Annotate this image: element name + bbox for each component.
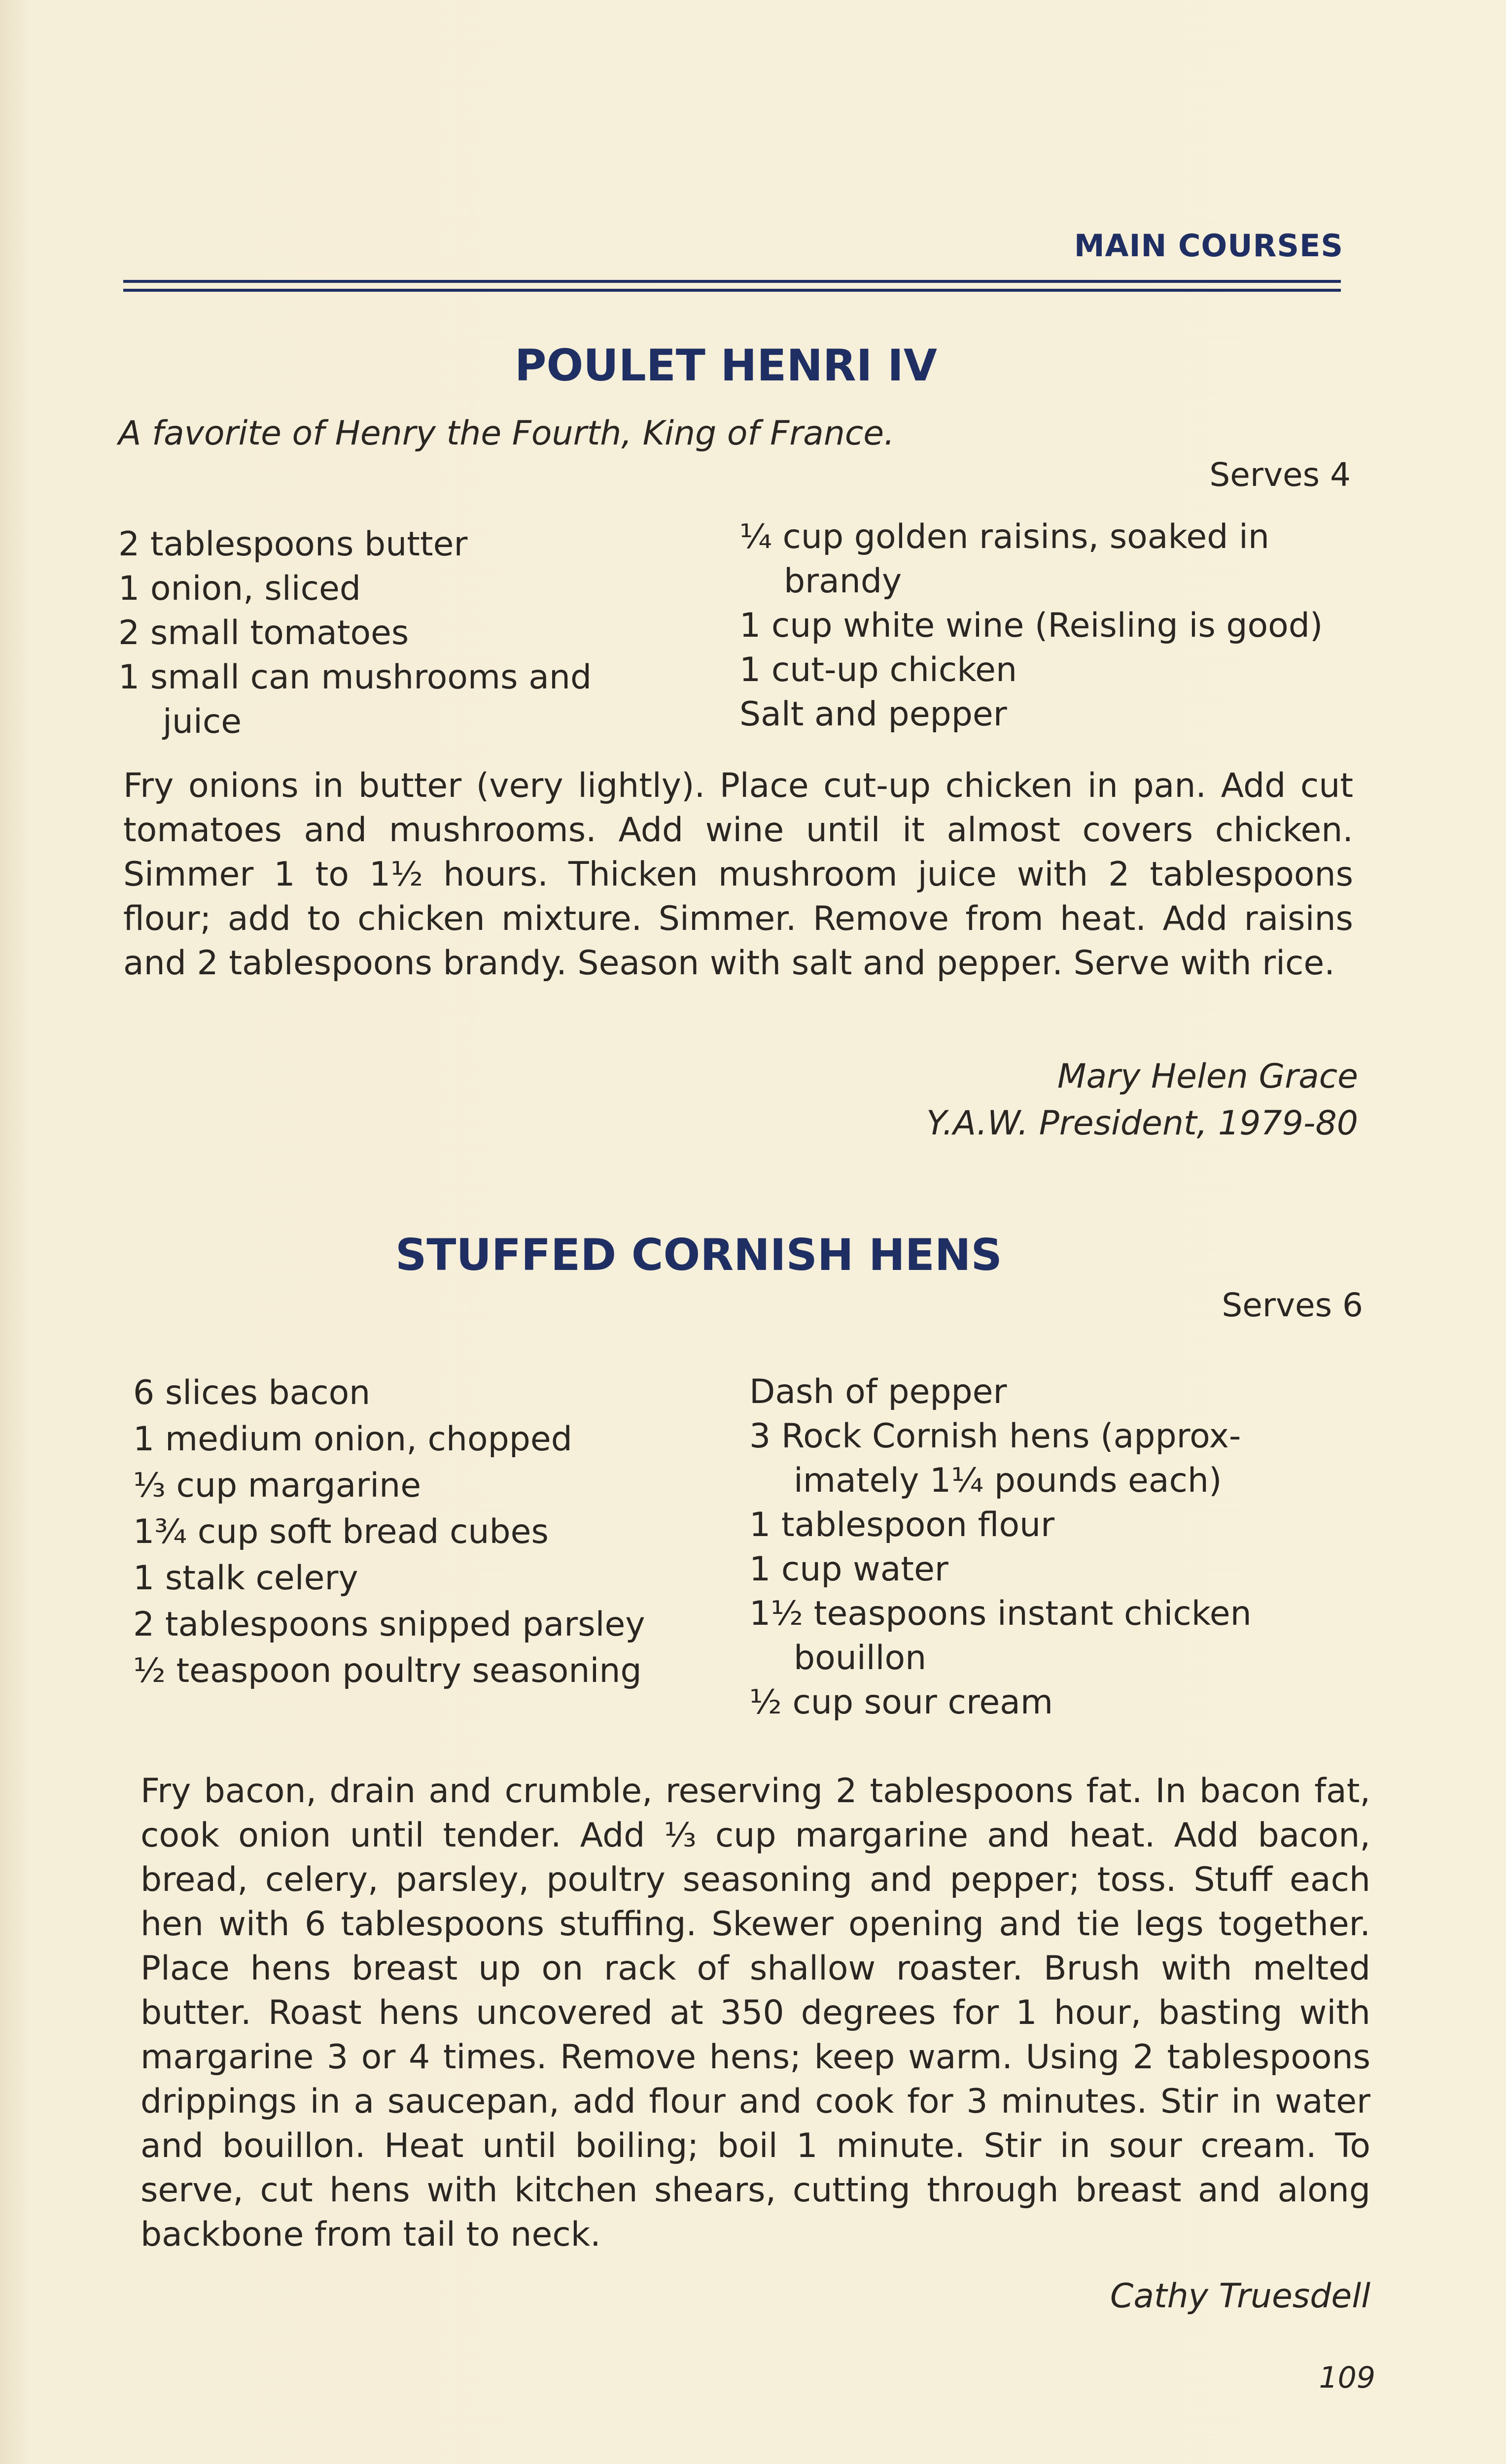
ingredients-left-column — [133, 1370, 645, 1694]
ingredient-line: 1 cup white wine (Reisling is good) — [739, 606, 1323, 645]
recipe-title-cornish-hens: STUFFED CORNISH HENS — [395, 1230, 1002, 1280]
section-header: MAIN COURSES — [1074, 228, 1343, 264]
ingredient-line: bouillon — [794, 1639, 927, 1677]
recipe-author: Cathy Truesdell — [1110, 2277, 1370, 2316]
ingredient-line: ½ teaspoon poultry seasoning — [133, 1651, 642, 1690]
recipe-directions: Fry onions in butter (very lightly). Place cut-up chicken in pan. Add cut tomatoes and mushrooms. Add wine until it almost covers chicken. Simmer 1 to 1½ hours. Thicken mushroom juice with 2 tablespoons flour; add to chicken mixture. Simmer. Remove from heat. Add raisins and 2 tablespoons brandy. Season with salt and pepper. Serve with rice. — [123, 766, 1353, 983]
ingredient-line: 2 small tomatoes — [118, 614, 409, 652]
ingredients-left-column — [118, 522, 592, 744]
serves-label: Serves 6 — [1222, 1286, 1363, 1324]
ingredient-line: 1½ teaspoons instant chicken — [749, 1594, 1252, 1633]
recipe-intro: A favorite of Henry the Fourth, King of France. — [118, 414, 895, 453]
ingredient-line: 1 onion, sliced — [118, 569, 361, 608]
ingredient-line: 2 tablespoons butter — [118, 525, 468, 564]
header-rule-bottom — [123, 289, 1341, 292]
ingredient-line: 1 stalk celery — [133, 1559, 358, 1598]
ingredient-line: 1¾ cup soft bread cubes — [133, 1512, 549, 1551]
ingredient-line: 2 tablespoons snipped parsley — [133, 1605, 645, 1644]
ingredient-line: 1 cup water — [749, 1550, 948, 1589]
ingredient-line: Salt and pepper — [739, 695, 1007, 734]
ingredient-line: 3 Rock Cornish hens (approx- — [749, 1417, 1241, 1456]
serves-label: Serves 4 — [1209, 456, 1351, 494]
recipe-directions: Fry bacon, drain and crumble, reserving 2 tablespoons fat. In bacon fat, cook onion until tender. Add ⅓ cup margarine and heat. Add bacon, bread, celery, parsley, poultry seasoning and pepper; toss. Stuff each hen with 6 tablespoons stuffing. Skewer opening and tie legs together. Place hens breast up on rack of shallow roaster. Brush with melted butter. Roast hens uncovered at 350 degrees for 1 hour, basting with margarine 3 or 4 times. Remove hens; keep warm. Using 2 tablespoons drippings in a saucepan, add flour and cook for 3 minutes. Stir in water and bouillon. Heat until boiling; boil 1 minute. Stir in sour cream. To serve, cut hens with kitchen shears, cutting through breast and along backbone from tail to neck. — [140, 1772, 1370, 2254]
ingredient-line: ⅓ cup margarine — [133, 1466, 421, 1505]
ingredient-line: 1 medium onion, chopped — [133, 1420, 572, 1459]
ingredient-line: 1 tablespoon flour — [749, 1506, 1055, 1544]
ingredient-line: 1 small can mushrooms and — [118, 658, 592, 697]
recipe-author-title: Y.A.W. President, 1979-80 — [926, 1104, 1358, 1143]
recipe-title-poulet: POULET HENRI IV — [514, 340, 937, 391]
ingredients-right-column — [749, 1370, 1252, 1725]
ingredients-right-column — [739, 515, 1323, 737]
page-number: 109 — [1319, 2361, 1375, 2395]
header-rule-top — [123, 280, 1341, 283]
ingredient-line: ½ cup sour cream — [749, 1683, 1053, 1722]
ingredient-line: brandy — [784, 562, 902, 601]
ingredient-line: ¼ cup golden raisins, soaked in — [739, 517, 1270, 556]
ingredient-line: juice — [163, 702, 242, 741]
recipe-author: Mary Helen Grace — [1057, 1057, 1358, 1096]
ingredient-line: imately 1¼ pounds each) — [794, 1461, 1222, 1500]
ingredient-line: 1 cut-up chicken — [739, 650, 1017, 689]
ingredient-line: 6 slices bacon — [133, 1373, 371, 1412]
ingredient-line: Dash of pepper — [749, 1372, 1007, 1411]
